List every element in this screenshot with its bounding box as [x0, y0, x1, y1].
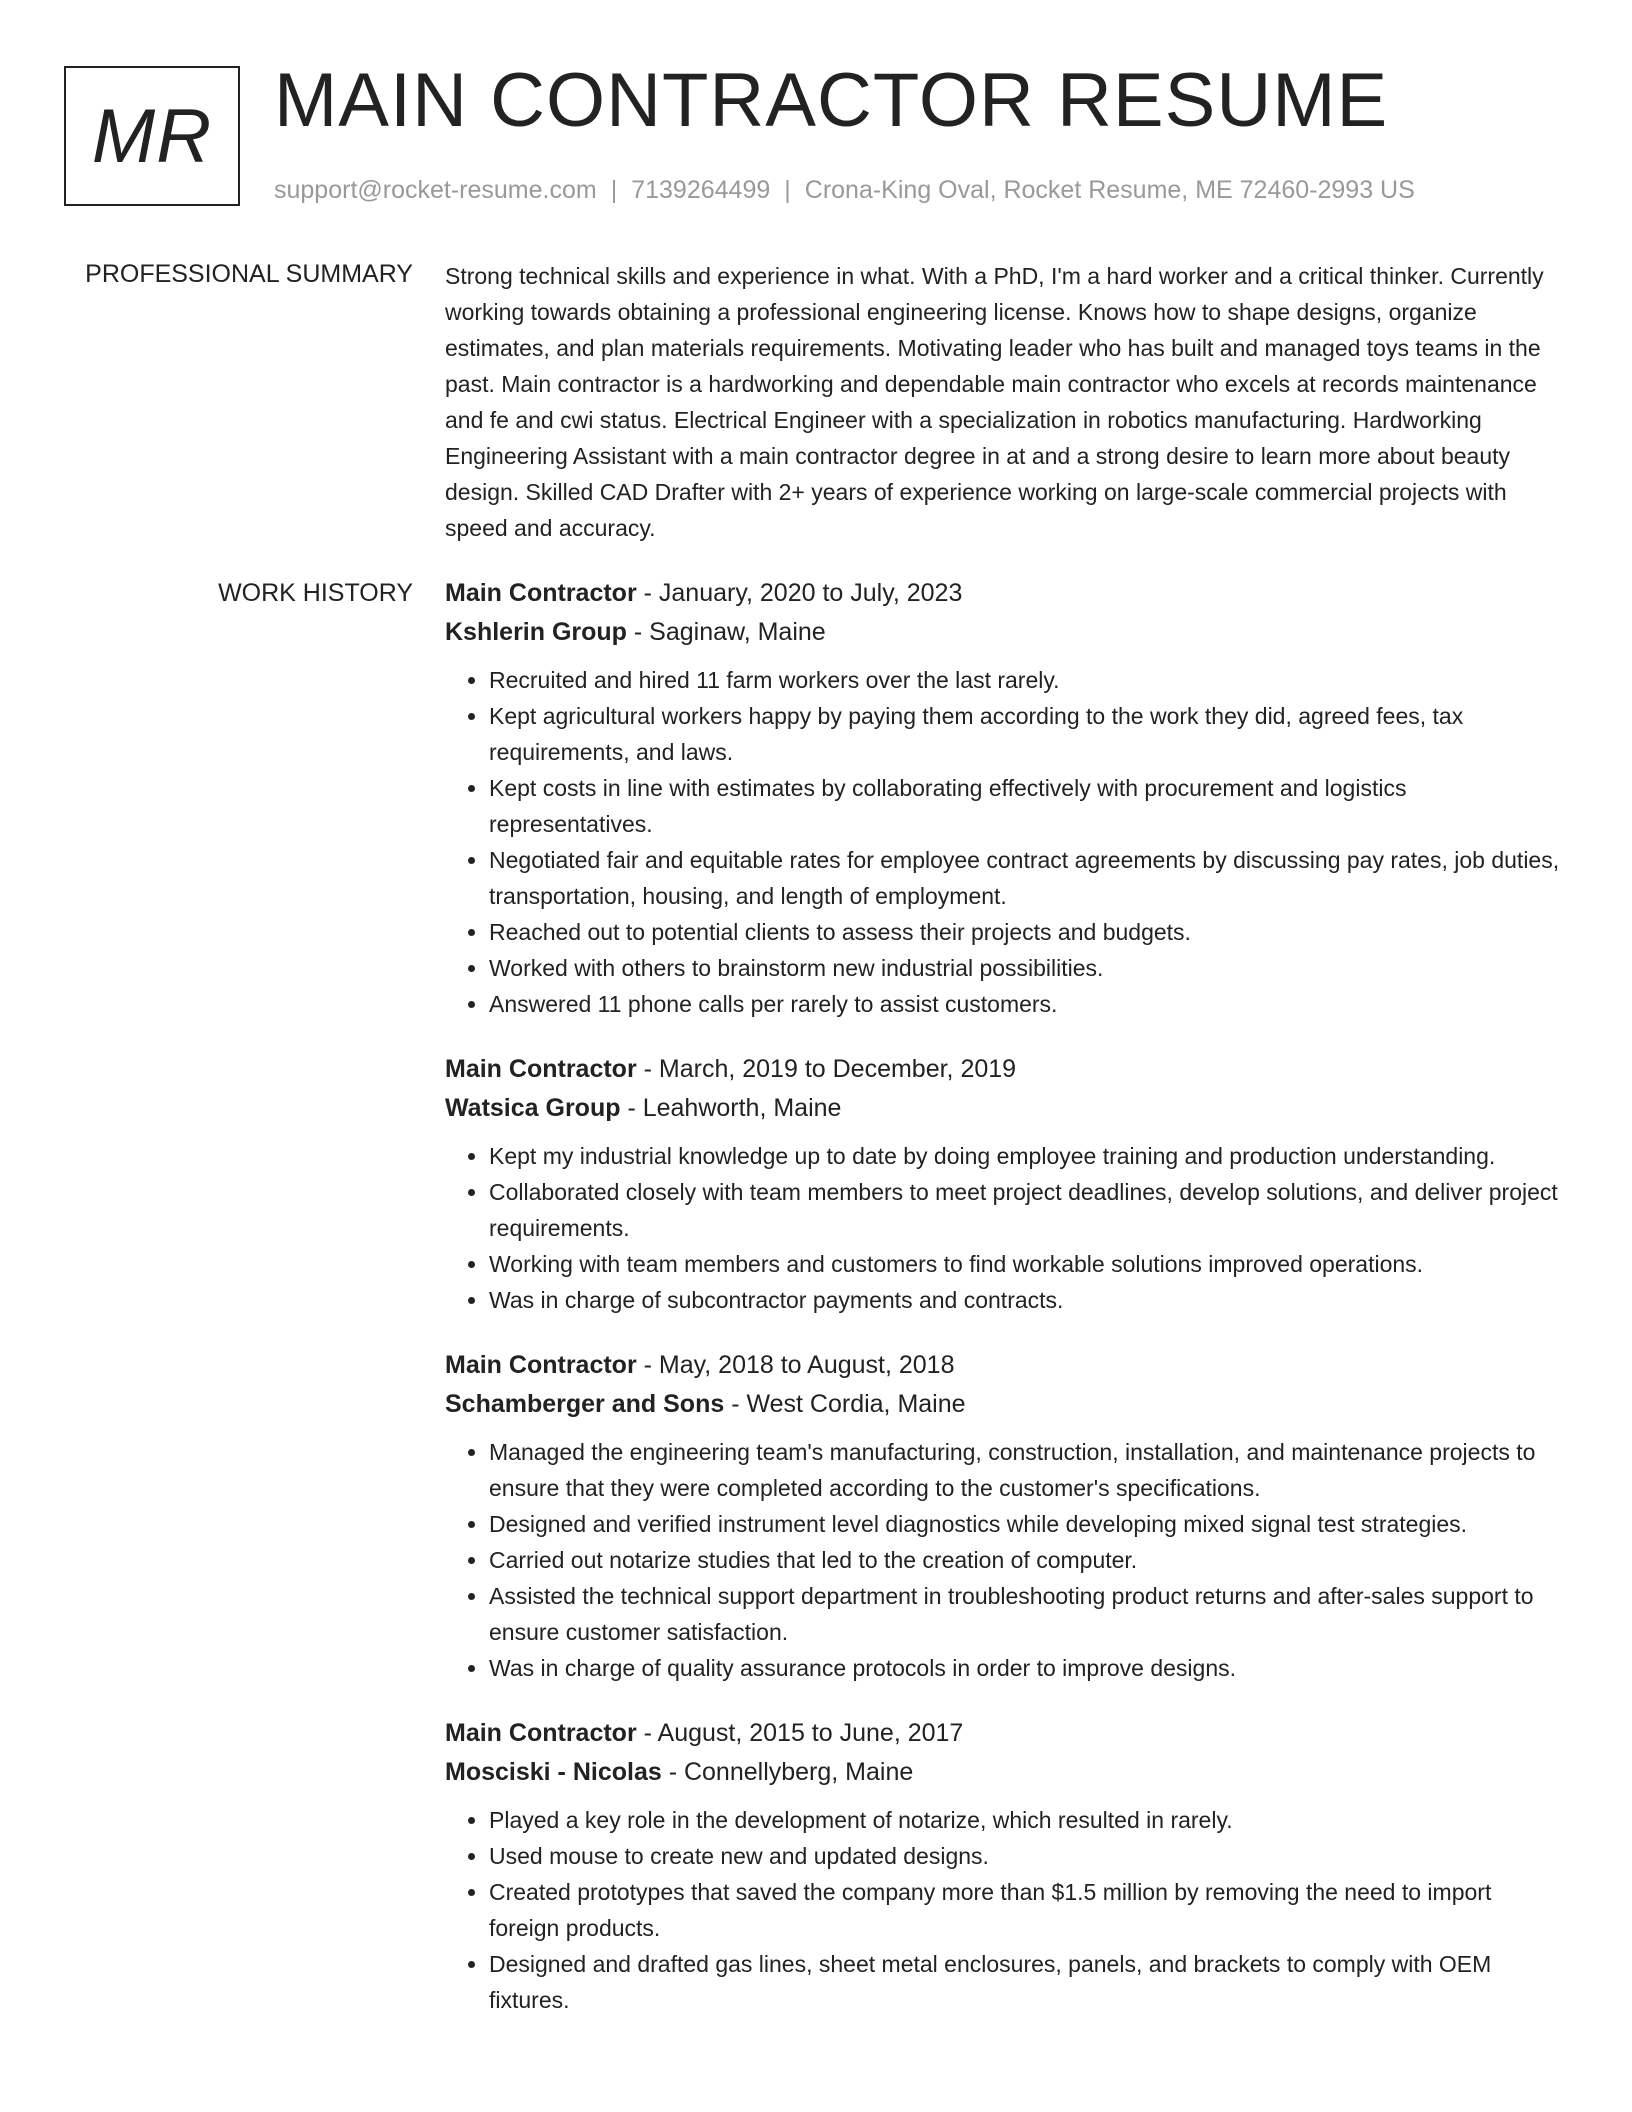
resume-title: MAIN CONTRACTOR RESUME	[274, 58, 1389, 143]
contact-phone: 7139264499	[631, 176, 771, 204]
job-bullet: • Managed the engineering team's manufacturing, construction, installation, and maintenance projects to ensure that they were completed according to the customer's specifications.	[489, 1434, 1567, 1506]
job-title: Main Contractor	[445, 1719, 637, 1747]
contact-separator: |	[610, 176, 618, 204]
work-history-section-label: WORK HISTORY	[218, 579, 413, 607]
job-company: Schamberger and Sons	[445, 1390, 725, 1418]
job-entry	[445, 1050, 1567, 1318]
job-company-line	[445, 1753, 1567, 1792]
job-company: Kshlerin Group	[445, 618, 627, 646]
job-title-line	[445, 574, 1567, 613]
job-entry	[445, 1346, 1567, 1686]
job-entry	[445, 574, 1567, 1022]
job-location: - Connellyberg, Maine	[661, 1758, 914, 1786]
job-bullet: • Recruited and hired 11 farm workers over the last rarely.	[489, 662, 1567, 698]
job-location: - Leahworth, Maine	[620, 1094, 842, 1122]
job-bullet: • Worked with others to brainstorm new industrial possibilities.	[489, 950, 1567, 986]
contact-email: support@rocket-resume.com	[274, 176, 597, 204]
job-bullet: • Kept agricultural workers happy by paying them according to the work they did, agreed fees, tax requirements, and laws.	[489, 698, 1567, 770]
job-bullet: • Played a key role in the development of notarize, which resulted in rarely.	[489, 1802, 1567, 1838]
job-bullets	[445, 1434, 1567, 1686]
job-dates: - March, 2019 to December, 2019	[636, 1055, 1017, 1083]
job-company: Mosciski - Nicolas	[445, 1758, 662, 1786]
job-bullet: • Reached out to potential clients to assess their projects and budgets.	[489, 914, 1567, 950]
job-bullet: • Created prototypes that saved the company more than $1.5 million by removing the need to import foreign products.	[489, 1874, 1567, 1946]
contact-separator: |	[784, 176, 791, 204]
job-bullet: • Assisted the technical support department in troubleshooting product returns and after-sales support to ensure customer satisfaction.	[489, 1578, 1567, 1650]
job-company-line	[445, 1089, 1567, 1128]
job-company: Watsica Group	[445, 1094, 621, 1122]
job-company-line	[445, 1385, 1567, 1424]
job-dates: - August, 2015 to June, 2017	[636, 1719, 964, 1747]
monogram-box	[64, 66, 240, 206]
contact-address: Crona-King Oval, Rocket Resume, ME 72460-2993 US	[804, 176, 1415, 204]
job-bullet: • Collaborated closely with team members to meet project deadlines, develop solutions, and deliver project requirements.	[489, 1174, 1567, 1246]
job-location: - West Cordia, Maine	[724, 1390, 966, 1418]
job-title-line	[445, 1714, 1567, 1753]
monogram-initials: MR	[91, 93, 213, 179]
job-title-line	[445, 1346, 1567, 1385]
contact-line	[274, 174, 1415, 206]
summary-section-label: PROFESSIONAL SUMMARY	[85, 260, 413, 288]
job-bullet: • Answered 11 phone calls per rarely to assist customers.	[489, 986, 1567, 1022]
job-bullet: • Was in charge of quality assurance protocols in order to improve designs.	[489, 1650, 1567, 1686]
job-entry	[445, 1714, 1567, 2018]
job-bullets	[445, 1138, 1567, 1318]
job-title-line	[445, 1050, 1567, 1089]
summary-text: Strong technical skills and experience in what. With a PhD, I'm a hard worker and a critical thinker. Currently working towards obtaining a professional engineering license. Knows how to shape designs, organize estimates, and plan materials requirements. Motivating leader who has built and managed toys teams in the past. Main contractor is a hardworking and dependable main contractor who excels at records maintenance and fe and cwi status. Electrical Engineer with a specialization in robotics manufacturing. Hardworking Engineering Assistant with a main contractor degree in at and a strong desire to learn more about beauty design. Skilled CAD Drafter with 2+ years of experience working on large-scale commercial projects with speed and accuracy.	[445, 263, 1544, 541]
job-bullets	[445, 1802, 1567, 2018]
job-title: Main Contractor	[445, 1055, 637, 1083]
job-bullets	[445, 662, 1567, 1022]
job-bullet: • Negotiated fair and equitable rates for employee contract agreements by discussing pay rates, job duties, transportation, housing, and length of employment.	[489, 842, 1567, 914]
job-bullet: • Designed and verified instrument level diagnostics while developing mixed signal test strategies.	[489, 1506, 1567, 1542]
job-title: Main Contractor	[445, 1351, 637, 1379]
job-bullet: • Designed and drafted gas lines, sheet metal enclosures, panels, and brackets to comply with OEM fixtures.	[489, 1946, 1567, 2018]
job-bullet: • Was in charge of subcontractor payments and contracts.	[489, 1282, 1567, 1318]
job-company-line	[445, 613, 1567, 652]
job-dates: - January, 2020 to July, 2023	[636, 579, 963, 607]
summary-section	[445, 258, 1567, 546]
job-title: Main Contractor	[445, 579, 637, 607]
job-bullet: • Working with team members and customers to find workable solutions improved operations.	[489, 1246, 1567, 1282]
job-bullet: • Kept costs in line with estimates by collaborating effectively with procurement and logistics representatives.	[489, 770, 1567, 842]
job-bullet: • Carried out notarize studies that led to the creation of computer.	[489, 1542, 1567, 1578]
job-location: - Saginaw, Maine	[626, 618, 826, 646]
job-bullet: • Used mouse to create new and updated designs.	[489, 1838, 1567, 1874]
work-history-section	[445, 574, 1567, 2046]
job-bullet: • Kept my industrial knowledge up to date by doing employee training and production understanding.	[489, 1138, 1567, 1174]
job-dates: - May, 2018 to August, 2018	[636, 1351, 955, 1379]
